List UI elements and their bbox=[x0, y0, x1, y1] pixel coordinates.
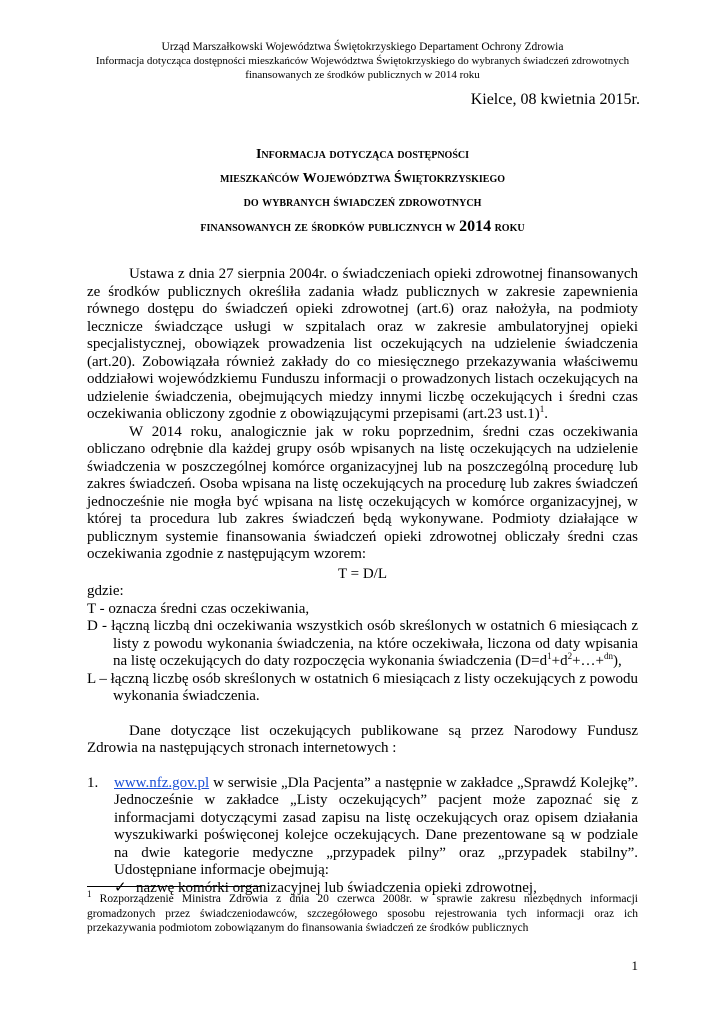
paragraph-3: Dane dotyczące list oczekujących publikowane są przez Narodowy Fundusz Zdrowia na następujących stronach internetowych : bbox=[87, 722, 638, 756]
superscript-2: 2 bbox=[567, 651, 573, 661]
place-date: Kielce, 08 kwietnia 2015r. bbox=[470, 91, 640, 108]
formula: T = D/L bbox=[337, 565, 387, 582]
definition-l: L – łączną liczbę osób skreślonych w ostatnich 6 miesiącach z listy oczekujących z powodu wykonania świadczenia. bbox=[87, 670, 638, 704]
paragraph-1-text: Ustawa z dnia 27 sierpnia 2004r. o świadczeniach opieki zdrowotnej finansowanych ze środków publicznych określiła zadania władz publicznych w zakresie zapewnienia równego dostępu do świadczeń opieki zdrowotnej (art.6) oraz nałożyła, na podmioty lecznicze świadczące usługi w szpitalach oraz w zakresie ambulatoryjnej opieki specjalistycznej, obowiązek prowadzenia list oczekujących na udzielenie świadczenia (art.20). Zobowiązała również zakłady do co miesięcznego przekazywania właściwemu oddziałowi wojewódzkiemu Funduszu informacji o prowadzonych listach oczekujących na udzielenie świadczenia, obejmujących miedzy innymi liczbę oczekujących i średni czas oczekiwania obliczony zgodnie z obowiązującymi przepisami (art.23 ust.1) bbox=[87, 266, 638, 422]
superscript-dn: dn bbox=[604, 651, 613, 661]
check-item-1-text: nazwę komórki organizacyjnej lub świadczenia opieki zdrowotnej, bbox=[136, 879, 537, 896]
paragraph-2: W 2014 roku, analogicznie jak w roku poprzednim, średni czas oczekiwania obliczano odrębnie dla każdej grupy osób wpisanych na listę oczekujących na udzielenie świadczenia w poszczególnej komórce organizacyjnej lub na poszczególną procedurę lub zakres świadczeń. Osoba wpisana na listę oczekujących na procedurę lub zakres świadczeń jednocześnie nie mogła być wpisana na listę oczekujących w komórce organizacyjnej, w której ta procedura lub zakres świadczeń będą wykonywane. Podmioty działające w publicznym systemie finansowania świadczeń opieki zdrowotnej obliczały średni czas oczekiwania zgodnie z następującym wzorem: bbox=[87, 423, 638, 562]
title-line-4a: finansowanych ze środków publicznych w bbox=[200, 220, 460, 235]
title-line-4 bbox=[80, 215, 645, 240]
definition-d-ellipsis: +…+ bbox=[572, 653, 604, 669]
document-title bbox=[80, 143, 645, 240]
footnote-text: Rozporządzenie Ministra Zdrowia z dnia 20 czerwca 2008r. w sprawie zakresu niezbędnych informacji gromadzonych przez świadczeniodawców, szczegółowego sposobu rejestrowania tych informacji oraz ich przekazywania podmiotom zobowiązanym do finansowania świadczeń ze środków publicznych bbox=[87, 893, 638, 934]
title-line-1: Informacja dotycząca dostępności bbox=[255, 147, 469, 162]
paragraph-1: Ustawa z dnia 27 sierpnia 2004r. o świadczeniach opieki zdrowotnej finansowanych ze środków publicznych określiła zadania władz publicznych w zakresie zapewnienia równego dostępu do świadczeń opieki zdrowotnej (art.6) oraz nałożyła, na podmioty lecznicze świadczące usługi w szpitalach oraz w zakresie ambulatoryjnej opieki specjalistycznej, obowiązek prowadzenia list oczekujących na udzielenie świadczenia (art.20). Zobowiązała również zakłady do co miesięcznego przekazywania właściwemu oddziałowi wojewódzkiemu Funduszu informacji o prowadzonych listach oczekujących na udzielenie świadczenia, obejmujących miedzy innymi liczbę oczekujących i średni czas oczekiwania obliczony zgodnie z obowiązującymi przepisami (art.23 ust.1)$^1$. bbox=[87, 266, 638, 422]
list-number: 1. bbox=[87, 774, 99, 791]
title-line-4b: roku bbox=[491, 220, 525, 235]
header-line-2: Informacja dotycząca dostępności mieszkańców Województwa Świętokrzyskiego do wybranych świadczeń zdrowotnych bbox=[95, 55, 630, 67]
title-line-3: do wybranych świadczeń zdrowotnych bbox=[243, 195, 482, 210]
superscript-1: 1 bbox=[547, 651, 552, 661]
list-item-1-text bbox=[114, 775, 638, 880]
list-item-1 bbox=[87, 775, 638, 880]
definition-d bbox=[87, 618, 638, 671]
footnote bbox=[87, 889, 638, 936]
definition-d-end: ), bbox=[613, 653, 622, 669]
nfz-link[interactable]: www.nfz.gov.pl bbox=[114, 774, 210, 791]
main-body bbox=[87, 266, 638, 900]
definition-t: T - oznacza średni czas oczekiwania, bbox=[87, 600, 310, 617]
checkmark-icon: ✓ bbox=[114, 879, 127, 896]
footnote-ref: 1 bbox=[539, 404, 545, 414]
footnote-divider bbox=[87, 886, 262, 887]
page-number: 1 bbox=[631, 958, 638, 973]
header-line-1: Urząd Marszałkowski Województwa Świętokrzyskiego Departament Ochrony Zdrowia bbox=[161, 41, 564, 53]
title-line-2: mieszkańców Województwa Świętokrzyskiego bbox=[219, 171, 506, 186]
definition-d-plus: +d bbox=[551, 653, 568, 669]
page-header bbox=[80, 40, 645, 82]
footnote-number: 1 bbox=[87, 889, 92, 900]
title-year: 2014 bbox=[459, 218, 492, 235]
gdzie-label: gdzie: bbox=[87, 583, 124, 599]
definition-d-text: D - łączną liczbą dni oczekiwania wszystkich osób skreślonych w ostatnich 6 miesiącach z listy z powodu wykonania świadczenia, na które oczekiwała, liczona od daty wpisania na listę oczekujących do daty rozpoczęcia wykonania świadczenia (D=d bbox=[87, 618, 638, 669]
list-item-1-body: w serwisie „Dla Pacjenta” a następnie w zakładce „Sprawdź Kolejkę”. Jednocześnie w zakładce „Listy oczekujących” pacjent może zapoznać się z informacjami dotyczącymi zasad zapisu na listę oczekujących oraz opisem działania wyszukiwarki poświęconej kolejce oczekujących. Dane prezentowane są w podziale na dwie kategorie medyczne „przypadek pilny” oraz „przypadek stabilny”. Udostępniane informacje obejmują: bbox=[114, 774, 638, 878]
header-line-3: finansowanych ze środków publicznych w 2014 roku bbox=[245, 69, 480, 81]
